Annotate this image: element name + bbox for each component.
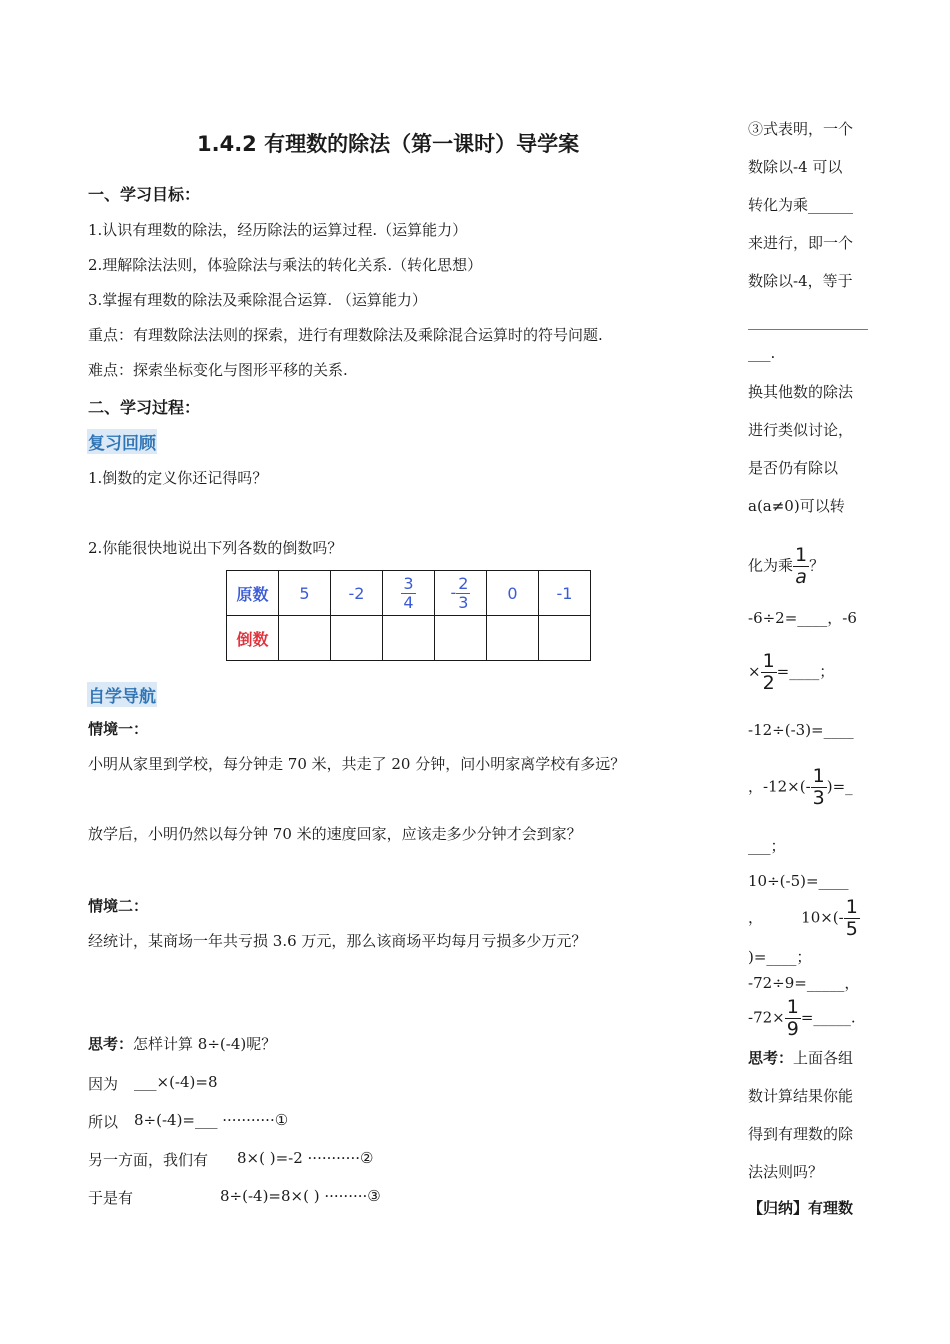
other-label: 另一方面，我们有 bbox=[88, 1151, 209, 1169]
side-exercise: ，-12×(- $\frac{1}{3}$ )=_ bbox=[748, 765, 853, 809]
scene-1-label: 情境一： bbox=[88, 720, 149, 738]
side-line: 进行类似讨论， bbox=[748, 421, 854, 439]
table-cell: 5 bbox=[279, 571, 331, 616]
fraction: $\frac{3}{4}$ bbox=[403, 573, 414, 612]
side-line: ③式表明，一个 bbox=[748, 120, 854, 138]
answer-cell[interactable] bbox=[331, 616, 383, 661]
self-study-heading: 自学导航 bbox=[87, 682, 157, 707]
goal-item: 3.掌握有理数的除法及乘除混合运算. （运算能力） bbox=[88, 291, 427, 309]
other-expression: 8×( )=-2 ···········② bbox=[237, 1149, 374, 1167]
thus-expression: 8÷(-4)=8×( ) ·········③ bbox=[220, 1187, 381, 1205]
fraction: $\frac{1}{5}$ bbox=[845, 896, 858, 940]
question-2: 2.你能很快地说出下列各数的倒数吗？ bbox=[88, 539, 343, 557]
scene-2-question: 经统计，某商场一年共亏损 3.6 万元，那么该商场平均每月亏损多少万元？ bbox=[88, 932, 587, 950]
side-exercise: -72× $\frac{1}{9}$ =_____. bbox=[748, 996, 856, 1040]
side-line: 法法则吗？ bbox=[748, 1163, 824, 1181]
thus-label: 于是有 bbox=[88, 1189, 134, 1207]
process-heading: 二、学习过程： bbox=[88, 398, 201, 417]
reciprocal-table bbox=[226, 570, 591, 661]
side-line: 数除以-4 可以 bbox=[748, 158, 843, 176]
side-line: 得到有理数的除 bbox=[748, 1125, 854, 1143]
key-point: 重点：有理数除法法则的探索，进行有理数除法及乘除混合运算时的符号问题. bbox=[88, 326, 603, 344]
table-row bbox=[227, 571, 591, 616]
fraction: $\frac{1}{2}$ bbox=[762, 650, 775, 694]
goals-heading: 一、学习目标： bbox=[88, 185, 201, 204]
answer-cell[interactable] bbox=[487, 616, 539, 661]
fraction: $\frac{1}{3}$ bbox=[812, 765, 825, 809]
summary-heading: 【归纳】有理数 bbox=[748, 1199, 854, 1217]
because-label: 因为 bbox=[88, 1075, 119, 1093]
side-think: 思考：上面各组 bbox=[748, 1049, 854, 1067]
table-cell: -1 bbox=[539, 571, 591, 616]
side-line: 数除以-4，等于 bbox=[748, 272, 853, 290]
think-line: 思考：怎样计算 8÷(-4)呢？ bbox=[88, 1035, 277, 1053]
question-1: 1.倒数的定义你还记得吗？ bbox=[88, 469, 268, 487]
side-think-label: 思考： bbox=[748, 1049, 794, 1067]
table-row bbox=[227, 616, 591, 661]
table-header-original: 原数 bbox=[227, 571, 279, 616]
scene-2-label: 情境二： bbox=[88, 897, 149, 915]
fraction: $\frac{1}{9}$ bbox=[786, 996, 799, 1040]
answer-cell[interactable] bbox=[539, 616, 591, 661]
goal-item: 2.理解除法法则，体验除法与乘法的转化关系.（转化思想） bbox=[88, 256, 483, 274]
difficult-point: 难点：探索坐标变化与图形平移的关系. bbox=[88, 361, 348, 379]
table-cell: 0 bbox=[487, 571, 539, 616]
scene-1-question-1: 小明从家里到学校，每分钟走 70 米，共走了 20 分钟，问小明家离学校有多远？ bbox=[88, 755, 626, 773]
side-exercise: -12÷(-3)=____ bbox=[748, 721, 854, 739]
side-convert: 化为乘 $\frac{1}{a}$ ？ bbox=[748, 544, 825, 588]
side-line: a(a≠0)可以转 bbox=[748, 497, 845, 515]
table-header-reciprocal: 倒数 bbox=[227, 616, 279, 661]
side-line: 数计算结果你能 bbox=[748, 1087, 854, 1105]
side-line: ________________ bbox=[748, 312, 868, 330]
side-exercise: ___； bbox=[748, 837, 786, 855]
side-exercise: 10÷(-5)=____ bbox=[748, 872, 849, 890]
table-cell: - $\frac{2}{3}$ bbox=[435, 571, 487, 616]
so-label: 所以 bbox=[88, 1113, 119, 1131]
fraction: $\frac{1}{a}$ bbox=[795, 544, 808, 588]
side-exercise: )=____； bbox=[748, 948, 812, 966]
page-title: 1.4.2 有理数的除法（第一课时）导学案 bbox=[197, 132, 580, 156]
review-heading: 复习回顾 bbox=[87, 429, 157, 454]
think-label: 思考： bbox=[88, 1035, 134, 1053]
side-line: 来进行，即一个 bbox=[748, 234, 854, 252]
side-line: 转化为乘______ bbox=[748, 196, 854, 214]
side-exercise: -6÷2=____，-6 bbox=[748, 609, 857, 627]
answer-cell[interactable] bbox=[435, 616, 487, 661]
answer-cell[interactable] bbox=[383, 616, 435, 661]
fraction: $\frac{2}{3}$ bbox=[458, 573, 469, 612]
side-line: 是否仍有除以 bbox=[748, 459, 839, 477]
scene-1-question-2: 放学后，小明仍然以每分钟 70 米的速度回家，应该走多少分钟才会到家？ bbox=[88, 825, 582, 843]
side-exercise: -72÷9=_____， bbox=[748, 974, 860, 992]
table-cell bbox=[383, 571, 435, 616]
side-line: 换其他数的除法 bbox=[748, 383, 854, 401]
goal-item: 1.认识有理数的除法，经历除法的运算过程.（运算能力） bbox=[88, 221, 468, 239]
answer-cell[interactable] bbox=[279, 616, 331, 661]
because-expression: ___×(-4)=8 bbox=[134, 1073, 218, 1091]
side-line: ___. bbox=[748, 344, 776, 362]
side-exercise: × $\frac{1}{2}$ =____； bbox=[748, 650, 835, 694]
side-exercise: ， 10×(- $\frac{1}{5}$ bbox=[748, 896, 858, 940]
table-cell: -2 bbox=[331, 571, 383, 616]
so-expression: 8÷(-4)=___ ···········① bbox=[134, 1111, 289, 1129]
